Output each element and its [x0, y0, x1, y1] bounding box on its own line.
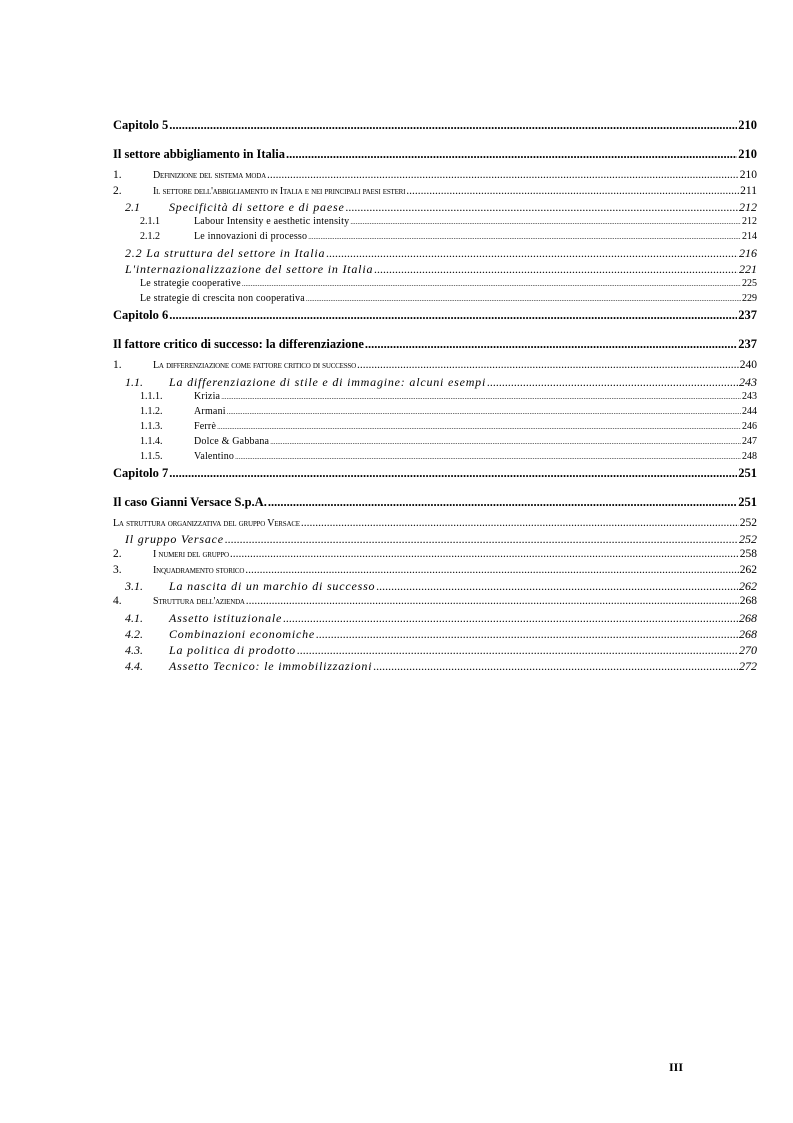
- toc-entry-page: 211: [740, 184, 757, 197]
- toc-entry[interactable]: [113, 147, 757, 163]
- toc-entry[interactable]: [113, 436, 757, 451]
- toc-entry-title: I numeri del gruppo: [153, 549, 229, 560]
- toc-entry-page: 248: [742, 450, 757, 462]
- toc-entry-number: 4.2.: [125, 626, 143, 641]
- toc-entry-title: La differenziazione come fattore critico di successo: [153, 360, 356, 371]
- toc-entry-title: Le innovazioni di processo: [194, 231, 308, 242]
- toc-entry[interactable]: [113, 169, 757, 185]
- dot-leader: [357, 359, 739, 371]
- dot-leader: [235, 453, 741, 461]
- toc-entry-page: 251: [738, 465, 757, 480]
- toc-entry[interactable]: [113, 118, 757, 134]
- toc-entry-page: 229: [742, 293, 757, 304]
- dot-leader: [169, 466, 737, 481]
- dot-leader: [350, 218, 741, 226]
- toc-entry-title: Krizia: [194, 390, 221, 402]
- toc-entry-title: Le strategie cooperative: [140, 278, 241, 289]
- dot-leader: [267, 169, 739, 181]
- dot-leader: [169, 308, 737, 323]
- toc-entry-title: Il gruppo Versace: [125, 532, 224, 546]
- toc-entry-title: Armani: [194, 405, 226, 417]
- toc-entry[interactable]: [113, 548, 757, 564]
- toc-entry-page: 210: [738, 147, 757, 161]
- toc-entry[interactable]: [113, 359, 757, 375]
- toc-entry-title: 2.2 La struttura del settore in Italia: [125, 246, 326, 260]
- dot-leader: [308, 233, 741, 241]
- dot-leader: [286, 147, 737, 162]
- toc-entry-title: Assetto istituzionale: [169, 610, 283, 625]
- toc-entry-page: 237: [738, 308, 757, 322]
- toc-entry-number: 4.3.: [125, 642, 143, 657]
- toc-entry[interactable]: [113, 262, 757, 278]
- dot-leader: [316, 627, 738, 642]
- toc-entry-title: La differenziazione di stile e di immagine: alcuni esempi: [169, 374, 487, 389]
- toc-entry-number: 1.1.: [125, 374, 143, 389]
- toc-entry[interactable]: [113, 611, 757, 627]
- toc-entry[interactable]: [113, 231, 757, 246]
- toc-entry[interactable]: [113, 200, 757, 216]
- toc-entry-page: 262: [739, 563, 757, 576]
- dot-leader: [221, 393, 741, 401]
- toc-entry-page: 252: [739, 532, 757, 546]
- dot-leader: [376, 579, 738, 594]
- toc-entry-page: 268: [739, 595, 757, 607]
- toc-entry[interactable]: [113, 495, 757, 511]
- dot-leader: [246, 595, 739, 607]
- toc-entry-page: 212: [742, 216, 757, 227]
- page-number: III: [669, 1060, 684, 1074]
- toc-entry-number: 1.1.5.: [140, 450, 163, 462]
- toc-entry-page: 258: [739, 548, 757, 560]
- dot-leader: [245, 564, 739, 576]
- toc-entry-page: 243: [742, 390, 757, 402]
- toc-entry-page: 210: [739, 169, 757, 181]
- toc-entry-page: 237: [738, 337, 757, 351]
- dot-leader: [217, 423, 741, 431]
- toc-entry[interactable]: [113, 627, 757, 643]
- dot-leader: [268, 495, 737, 510]
- toc-entry[interactable]: [113, 406, 757, 421]
- toc-entry-title: Il fattore critico di successo: la differenziazione: [113, 337, 364, 351]
- toc-entry-page: 216: [739, 246, 757, 260]
- toc-entry-title: Ferrè: [194, 420, 217, 432]
- toc-entry-number: 1.1.4.: [140, 435, 163, 447]
- toc-entry-page: 221: [739, 262, 757, 276]
- dot-leader: [365, 337, 737, 352]
- toc-entry[interactable]: [113, 595, 757, 611]
- toc-entry[interactable]: [113, 185, 757, 201]
- toc-entry-page: 268: [739, 626, 757, 641]
- table-of-contents: [113, 118, 757, 675]
- toc-entry-title: Capitolo 6: [113, 308, 169, 322]
- toc-entry-title: Labour Intensity e aesthetic intensity: [194, 216, 350, 227]
- toc-entry[interactable]: [113, 216, 757, 231]
- dot-leader: [169, 118, 737, 133]
- toc-entry-title: Valentino: [194, 450, 235, 462]
- dot-leader: [301, 517, 739, 529]
- dot-leader: [230, 548, 739, 560]
- dot-leader: [306, 295, 741, 303]
- toc-entry-number: 1.: [113, 359, 122, 371]
- toc-entry[interactable]: [113, 391, 757, 406]
- toc-entry-page: 214: [742, 231, 757, 242]
- toc-entry-page: 268: [739, 610, 757, 625]
- toc-entry-number: 1.1.1.: [140, 390, 163, 402]
- toc-entry-page: 212: [739, 200, 757, 214]
- toc-entry[interactable]: [113, 293, 757, 308]
- toc-entry-title: Specificità di settore e di paese: [169, 200, 345, 214]
- toc-entry-page: 247: [742, 435, 757, 447]
- toc-entry-page: 246: [742, 420, 757, 432]
- toc-entry-number: 2.1.1: [140, 216, 160, 227]
- toc-entry-title: La struttura organizzativa del gruppo Versace: [113, 517, 300, 529]
- toc-entry-title: L'internazionalizzazione del settore in Italia: [125, 262, 374, 276]
- toc-entry-title: Il caso Gianni Versace S.p.A.: [113, 494, 267, 509]
- toc-entry[interactable]: [113, 659, 757, 675]
- toc-entry-title: Capitolo 5: [113, 118, 169, 132]
- toc-entry-page: 210: [738, 118, 757, 132]
- toc-entry-page: 272: [739, 658, 757, 673]
- toc-entry-title: Assetto Tecnico: le immobilizzazioni: [169, 658, 373, 673]
- toc-entry-number: 1.1.3.: [140, 420, 163, 432]
- toc-entry-page: 251: [738, 494, 757, 509]
- toc-entry[interactable]: [113, 308, 757, 324]
- toc-entry-number: 3.1.: [125, 579, 143, 593]
- dot-leader: [225, 532, 738, 547]
- dot-leader: [346, 200, 738, 215]
- toc-entry[interactable]: [113, 375, 757, 391]
- dot-leader: [487, 375, 738, 390]
- toc-entry-number: 2.: [113, 548, 122, 560]
- toc-entry-number: 2.1: [125, 200, 140, 214]
- toc-entry-number: 2.1.2: [140, 231, 160, 242]
- toc-entry[interactable]: [113, 517, 757, 533]
- toc-entry-number: 4.1.: [125, 610, 143, 625]
- dot-leader: [270, 438, 741, 446]
- toc-entry-title: Il settore dell'abbigliamento in Italia e nei principali paesi esteri: [153, 185, 406, 197]
- toc-entry-page: 270: [739, 642, 757, 657]
- toc-entry[interactable]: [113, 246, 757, 262]
- toc-entry-title: Capitolo 7: [113, 465, 169, 480]
- dot-leader: [406, 185, 739, 197]
- toc-entry[interactable]: [113, 466, 757, 482]
- toc-entry[interactable]: [113, 278, 757, 293]
- toc-entry-title: La politica di prodotto: [169, 642, 296, 657]
- toc-entry-number: 3.: [113, 563, 122, 576]
- toc-entry[interactable]: [113, 579, 757, 595]
- dot-leader: [283, 611, 738, 626]
- toc-entry[interactable]: [113, 421, 757, 436]
- dot-leader: [374, 262, 738, 277]
- dot-leader: [242, 280, 741, 288]
- toc-entry-page: 243: [739, 374, 757, 389]
- toc-entry[interactable]: [113, 451, 757, 466]
- toc-entry-title: Inquadramento storico: [153, 564, 245, 576]
- toc-entry-title: Le strategie di crescita non cooperativa: [140, 293, 305, 304]
- toc-entry-page: 244: [742, 405, 757, 417]
- toc-entry-number: 1.: [113, 169, 122, 181]
- toc-entry-number: 2.: [113, 184, 122, 197]
- toc-entry[interactable]: [113, 532, 757, 548]
- toc-entry-page: 262: [739, 579, 757, 593]
- toc-entry-title: La nascita di un marchio di successo: [169, 579, 376, 593]
- toc-entry-title: Definizione del sistema moda: [153, 170, 266, 181]
- dot-leader: [297, 643, 738, 658]
- dot-leader: [227, 408, 741, 416]
- toc-entry[interactable]: [113, 337, 757, 353]
- toc-entry-title: Combinazioni economiche: [169, 626, 316, 641]
- toc-entry-page: 252: [739, 516, 757, 529]
- toc-entry-number: 4.: [113, 595, 122, 607]
- toc-entry[interactable]: [113, 564, 757, 580]
- dot-leader: [326, 246, 738, 261]
- toc-entry-title: Struttura dell'azienda: [153, 596, 245, 607]
- toc-entry-number: 4.4.: [125, 658, 143, 673]
- toc-entry-page: 225: [742, 278, 757, 289]
- toc-entry-number: 1.1.2.: [140, 405, 163, 417]
- dot-leader: [373, 659, 738, 674]
- toc-entry[interactable]: [113, 643, 757, 659]
- toc-entry-title: Dolce & Gabbana: [194, 435, 270, 447]
- toc-entry-title: Il settore abbigliamento in Italia: [113, 147, 285, 161]
- toc-entry-page: 240: [739, 359, 757, 371]
